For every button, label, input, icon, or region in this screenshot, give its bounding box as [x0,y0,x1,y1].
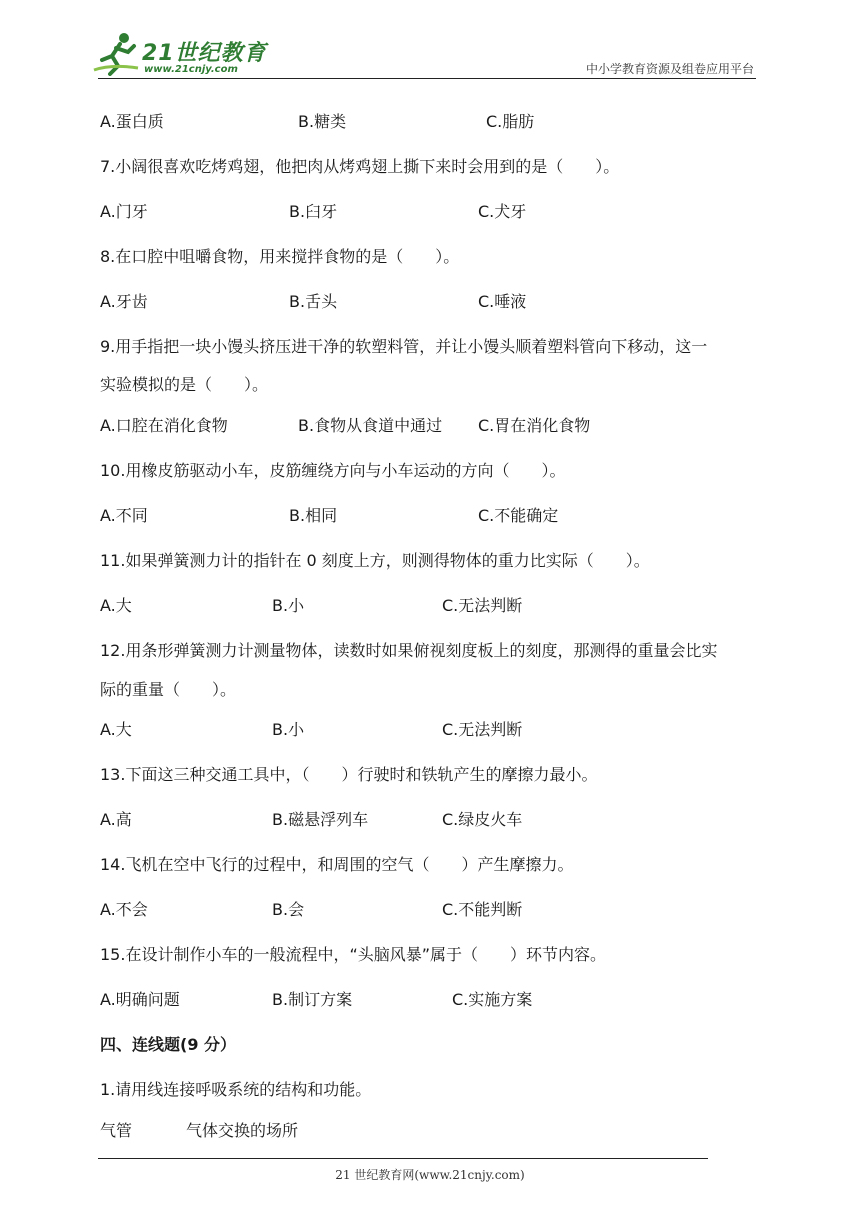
q10-option-c: C.不能确定 [478,506,559,525]
match1-right-item: 气体交换的场所 [186,1121,299,1140]
q8-stem: 8.在口腔中咀嚼食物，用来搅拌食物的是（ ）。 [100,247,460,266]
q9-option-a: A.口腔在消化食物 [100,416,228,435]
footer-divider [98,1158,708,1159]
q12-option-a: A.大 [100,720,132,739]
q15-stem: 15.在设计制作小车的一般流程中，“头脑风暴”属于（ ）环节内容。 [100,945,607,964]
page-header [0,0,860,90]
q8-options [100,292,765,312]
q10-options [100,506,765,526]
q8-option-b: B.舌头 [289,292,338,311]
match1-row [100,1121,765,1141]
q7-option-b: B.臼牙 [289,202,338,221]
q13-option-a: A.高 [100,810,132,829]
q6-option-c: C.脂肪 [486,112,535,131]
q9-option-b: B.食物从食道中通过 [298,416,443,435]
q9-stem-line1: 9.用手指把一块小馒头挤压进干净的软塑料管，并让小馒头顺着塑料管向下移动，这一 [100,337,708,356]
q6-option-b: B.糖类 [298,112,347,131]
q12-stem-line2: 际的重量（ ）。 [100,680,237,699]
q7-options [100,202,765,222]
logo-text: 21世纪教育 [142,41,267,66]
page-footer: 21 世纪教育网(www.21cnjy.com) [335,1168,525,1182]
header-platform-text: 中小学教育资源及组卷应用平台 [585,62,754,76]
q6-option-a: A.蛋白质 [100,112,164,131]
q12-option-b: B.小 [272,720,305,739]
q8-option-c: C.唾液 [478,292,527,311]
q11-option-c: C.无法判断 [442,596,523,615]
q13-options [100,810,765,830]
q9-option-c: C.胃在消化食物 [478,416,591,435]
q10-option-a: A.不同 [100,506,148,525]
q6-options [100,112,765,132]
q11-options [100,596,765,616]
q8-option-a: A.牙齿 [100,292,148,311]
q9-stem-line2: 实验模拟的是（ ）。 [100,375,269,394]
q7-stem: 7.小阔很喜欢吃烤鸡翅，他把肉从烤鸡翅上撕下来时会用到的是（ ）。 [100,157,620,176]
q14-options [100,900,765,920]
site-logo [92,30,272,80]
q10-option-b: B.相同 [289,506,338,525]
q14-option-a: A.不会 [100,900,148,919]
q15-option-b: B.制订方案 [272,990,353,1009]
q13-option-b: B.磁悬浮列车 [272,810,369,829]
q7-option-a: A.门牙 [100,202,148,221]
section-4-title: 四、连线题(9 分） [100,1035,237,1054]
q15-options [100,990,765,1010]
q10-stem: 10.用橡皮筋驱动小车，皮筋缠绕方向与小车运动的方向（ ）。 [100,461,566,480]
q12-options [100,720,765,740]
match1-stem: 1.请用线连接呼吸系统的结构和功能。 [100,1080,372,1099]
q13-stem: 13.下面这三种交通工具中，（ ）行驶时和铁轨产生的摩擦力最小。 [100,765,598,784]
q12-option-c: C.无法判断 [442,720,523,739]
q15-option-a: A.明确问题 [100,990,180,1009]
q14-option-c: C.不能判断 [442,900,523,919]
q11-option-b: B.小 [272,596,305,615]
q7-option-c: C.犬牙 [478,202,527,221]
q12-stem-line1: 12.用条形弹簧测力计测量物体，读数时如果俯视刻度板上的刻度，那测得的重量会比实 [100,641,718,660]
runner-logo-icon [92,30,142,76]
header-divider [98,78,756,79]
q11-stem: 11.如果弹簧测力计的指针在 0 刻度上方，则测得物体的重力比实际（ ）。 [100,551,650,570]
logo-url: www.21cnjy.com [144,64,238,75]
q14-option-b: B.会 [272,900,305,919]
q14-stem: 14.飞机在空中飞行的过程中，和周围的空气（ ）产生摩擦力。 [100,855,574,874]
q11-option-a: A.大 [100,596,132,615]
q9-options [100,416,765,436]
q15-option-c: C.实施方案 [452,990,533,1009]
q13-option-c: C.绿皮火车 [442,810,523,829]
match1-left-item: 气管 [100,1121,133,1140]
